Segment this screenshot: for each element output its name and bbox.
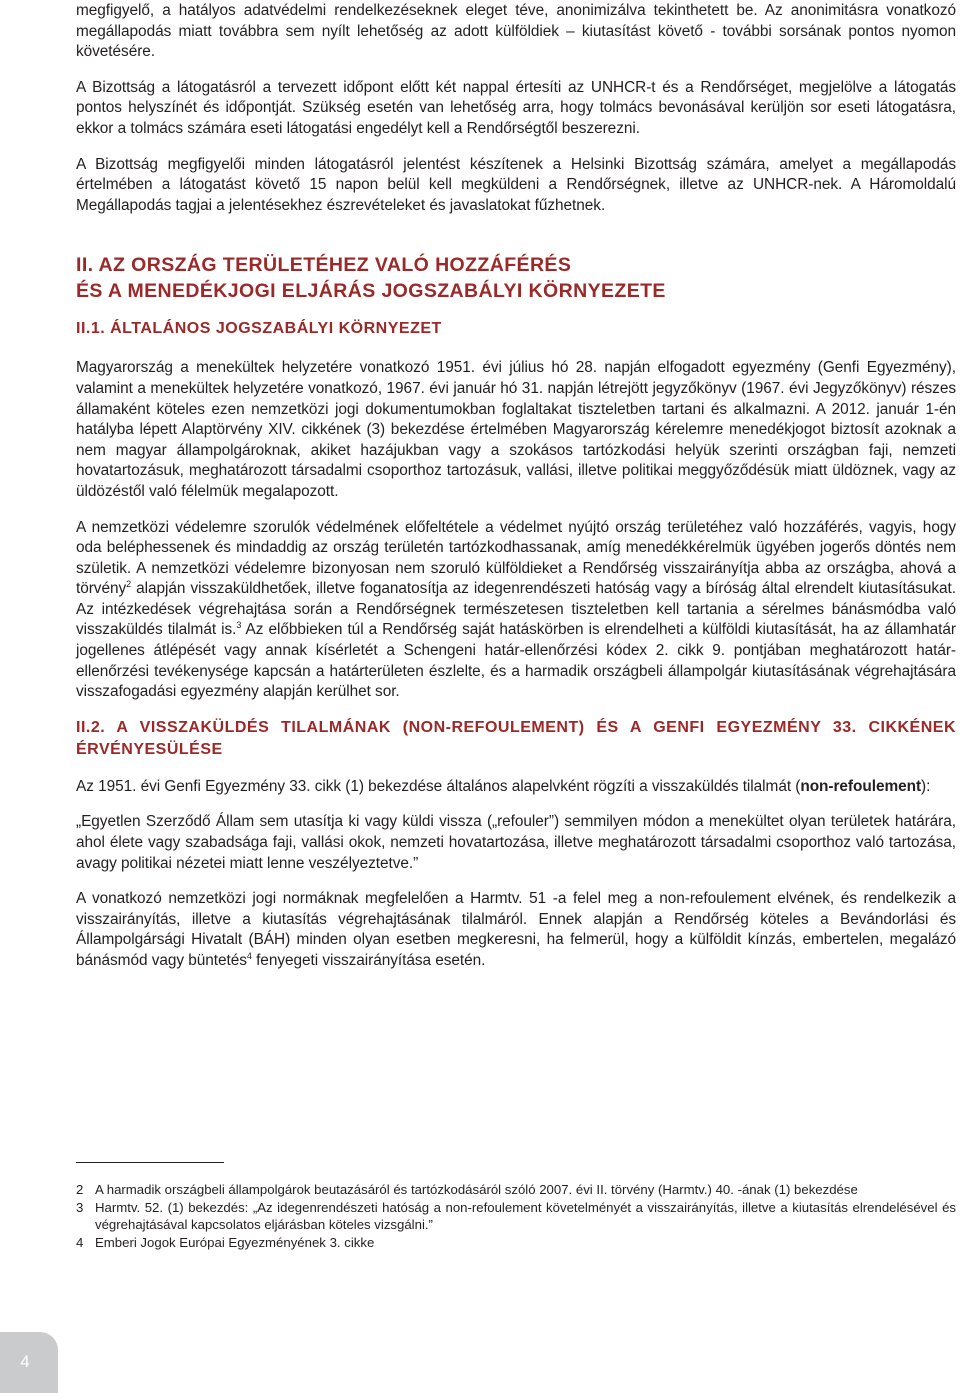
document-page <box>76 0 956 972</box>
paragraph-harmtv-part-2: fenyegeti visszairányítása esetén. <box>251 952 486 969</box>
footnotes <box>76 1181 956 1251</box>
quote-paragraph: „Egyetlen Szerződő Állam sem utasítja ki vagy küldi vissza („refouler”) semmilyen módon a menekültet olyan területek határára, ahol élete vagy szabadsága faji, vallási okok, nemzeti hovatartozása, illetve meghatározott társadalmi csoporthoz való tartozása, avagy politikai nézetei miatt lenne veszélyeztetve.” <box>76 813 956 872</box>
non-refoulement-term: non-refoulement <box>800 777 922 795</box>
subsection-heading-1: II.1. ÁLTALÁNOS JOGSZABÁLYI KÖRNYEZET <box>76 320 442 338</box>
footnote-text: Emberi Jogok Európai Egyezményének 3. cikke <box>95 1234 375 1250</box>
paragraph-harmtv <box>76 889 956 971</box>
paragraph-anonymity: megfigyelő, a hatályos adatvédelmi rendelkezéseknek eleget téve, anonimizálva tekinthetett be. Az anonimitásra vonatkozó megállapodás miatt továbbra sem nyílt lehetőség az adott külföldiek – kiutasítást követő - további sorsának pontos nyomon követésére. <box>76 2 956 61</box>
page-number: 4 <box>20 1352 30 1371</box>
footnote-4 <box>76 1234 956 1252</box>
paragraph-reports: A Bizottság megfigyelői minden látogatásról jelentést készítenek a Helsinki Bizottság számára, amelyet a megállapodás értelmében a látogatást követő 15 napon belül kell megküldeni a Rendőrségnek, illetve az UNHCR-nek. A Háromoldalú Megállapodás tagjai a jelentésekhez észrevételeket és javaslatokat fűzhetnek. <box>76 155 956 214</box>
subsection-heading-2: II.2. A VISSZAKÜLDÉS TILALMÁNAK (NON-REFOULEMENT) ÉS A GENFI EGYEZMÉNY 33. CIKKÉNEK ÉRVÉNYESÜLÉSE <box>76 718 956 758</box>
footnote-divider <box>76 1162 224 1163</box>
footnote-number: 3 <box>76 1199 84 1215</box>
footnote-ref-3[interactable]: 3 <box>236 620 242 631</box>
footnote-3 <box>76 1199 956 1234</box>
paragraph-legal-framework: Magyarország a menekültek helyzetére vonatkozó 1951. évi július hó 28. napján elfogadott egyezmény (Genfi Egyezmény), valamint a menekültek helyzetére vonatkozó, 1967. évi január hó 31. napján létrejött jegyzőkönyv (1967. évi Jegyzőkönyv) részes államaként köteles ezen nemzetközi jogi dokumentumokban foglaltakat tiszteletben tartani és alkalmazni. A 2012. január 1-én hatályba lépett Alaptörvény XIV. cikkének (3) bekezdése értelmében Magyarország kérelemre menedékjogot biztosít azoknak a nem magyar állampolgároknak, akiket hazájukban vagy a szokásos tartózkodási helyük szerinti országban faji, nemzeti hovatartozásuk, meghatározott társadalmi csoporthoz tartozásuk, vallási, illetve politikai meggyőződésük miatt üldöznek, vagy az üldözéstől való félelmük megalapozott. <box>76 359 956 500</box>
section-heading-line-1: II. AZ ORSZÁG TERÜLETÉHEZ VALÓ HOZZÁFÉRÉS <box>76 254 572 277</box>
footnote-ref-4[interactable]: 4 <box>246 950 252 961</box>
footnote-number: 4 <box>76 1234 84 1250</box>
paragraph-geneva-33-part-2: ): <box>921 777 931 795</box>
paragraph-access <box>76 518 956 703</box>
section-heading <box>76 252 956 304</box>
footnote-number: 2 <box>76 1182 84 1197</box>
footnote-text: A harmadik országbeli állampolgárok beutazásáról és tartózkodásáról szóló 2007. évi II. törvény (Harmtv.) 40. -ának (1) bekezdése <box>95 1182 858 1197</box>
paragraph-access-part-2: alapján visszaküldhetőek, illetve foganatosítja az idegenrendészeti hatóság vagy a bíróság által elrendelt kiutasításukat. Az intézkedések végrehajtása során a Rendőrségnek természetesen tiszteletben kell tartania a sérelmes bánásmódba való visszaküldés tilalmát is. <box>76 580 956 639</box>
paragraph-harmtv-part-1: A vonatkozó nemzetközi jogi normáknak megfelelően a Harmtv. 51 -a felel meg a non-refoulement elvének, és rendelkezik a visszairányítás, illetve a kiutasítás végrehajtásának tilalmáról. Ennek alapján a Rendőrség köteles a Bevándorlási és Állampolgársági Hivatalt (BÁH) minden olyan esetben megkeresni, ha felmerül, hogy a külföldit kínzás, embertelen, megalázó bánásmód vagy büntetés <box>76 890 956 969</box>
paragraph-geneva-33-part-1: Az 1951. évi Genfi Egyezmény 33. cikk (1) bekezdése általános alapelvként rögzíti a visszaküldés tilalmát ( <box>76 777 801 795</box>
paragraph-access-part-1: A nemzetközi védelemre szorulók védelmének előfeltétele a védelmet nyújtó ország területéhez való hozzáférés, vagyis, hogy oda beléphessenek és mindaddig az ország területén tartózkodhassanak, amíg menedékkérelmük ügyében jogerős döntés nem születik. A nemzetközi védelemre bizonyosan nem szoruló külföldieket a Rendőrség visszairányítja abba az országba, ahová a törvény <box>76 518 956 598</box>
footnote-2 <box>76 1181 956 1199</box>
paragraph-notification: A Bizottság a látogatásról a tervezett időpont előtt két nappal értesíti az UNHCR-t és a Rendőrséget, megjelölve a látogatás pontos helyszínét és időpontját. Szükség esetén van lehetőség arra, hogy tolmács bevonásával kerüljön sor eseti látogatásra, ekkor a tolmács számára eseti látogatási engedélyt kell a Rendőrségtől beszerezni. <box>76 78 956 137</box>
footnote-ref-2[interactable]: 2 <box>126 579 132 590</box>
paragraph-geneva-33 <box>76 777 956 798</box>
paragraph-access-part-3: Az előbbieken túl a Rendőrség saját hatáskörben is elrendelheti a külföldi kiutasítását, ha az államhatár jogellenes átlépését vagy annak kísérletét a Schengeni határ-ellenőrzési kódex 2. cikk 9. pontjában meghatározott határ-ellenőrzési tevékenysége kapcsán a határterületen észlelte, és a harmadik országbeli állampolgár kiutasításának végrehajtására visszafogadási egyezmény alapján kerülhet sor. <box>76 621 956 701</box>
footnote-text: Harmtv. 52. (1) bekezdés: „Az idegenrendészeti hatóság a non-refoulement követelményét a visszairányítás, illetve a kiutasítás elrendelésével és végrehajtásával kapcsolatos eljárásban köteles vizsgálni.” <box>95 1199 956 1233</box>
section-heading-line-2: ÉS A MENEDÉKJOGI ELJÁRÁS JOGSZABÁLYI KÖRNYEZETE <box>76 280 666 303</box>
